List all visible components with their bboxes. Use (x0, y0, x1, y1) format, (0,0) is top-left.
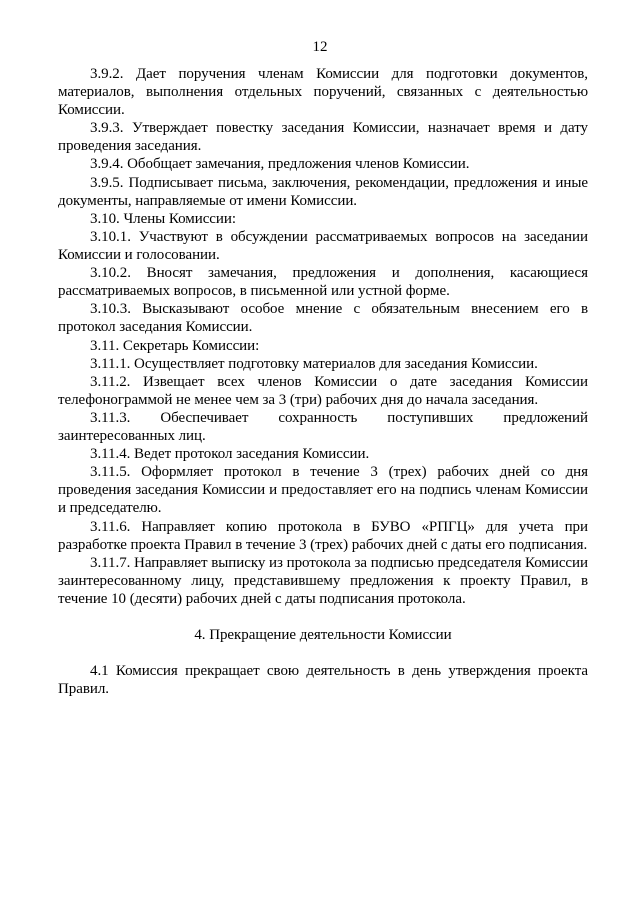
paragraph-3-10-2: 3.10.2. Вносят замечания, предложения и дополнения, касающиеся рассматриваемых вопросов, в письменной или устной форме. (58, 265, 588, 300)
paragraph-3-9-2: 3.9.2. Дает поручения членам Комиссии для подготовки документов, материалов, выполнения отдельных поручений, связанных с деятельностью Комиссии. (58, 66, 588, 118)
section-heading: 4. Прекращение деятельности Комиссии (194, 626, 452, 643)
paragraph-3-9-4: 3.9.4. Обобщает замечания, предложения членов Комиссии. (90, 156, 470, 173)
page-number: 12 (312, 39, 328, 55)
paragraph-3-11-1: 3.11.1. Осуществляет подготовку материалов для заседания Комиссии. (90, 355, 538, 372)
paragraph-3-10-1: 3.10.1. Участвуют в обсуждении рассматриваемых вопросов на заседании Комиссии и голосовании. (58, 228, 588, 263)
paragraph-3-11-4: 3.11.4. Ведет протокол заседания Комиссии. (90, 446, 370, 463)
paragraph-3-11-5: 3.11.5. Оформляет протокол в течение 3 (трех) рабочих дней со дня проведения заседания Комиссии и предоставляет его на подпись членам Комиссии и председателю. (58, 464, 588, 517)
paragraph-3-10-3: 3.10.3. Высказывают особое мнение с обязательным внесением его в протокол заседания Комиссии. (58, 301, 588, 336)
paragraph-3-11-6: 3.11.6. Направляет копию протокола в БУВО «РПГЦ» для учета при разработке проекта Правил в течение 3 (трех) рабочих дней с даты его подписания. (58, 518, 588, 553)
document-body (58, 65, 588, 698)
paragraph-3-9-5: 3.9.5. Подписывает письма, заключения, рекомендации, предложения и иные документы, направляемые от имени Комиссии. (58, 174, 588, 209)
paragraph-3-9-3: 3.9.3. Утверждает повестку заседания Комиссии, назначает время и дату проведения заседания. (58, 120, 588, 155)
paragraph-4-1: 4.1 Комиссия прекращает свою деятельность в день утверждения проекта Правил. (58, 662, 588, 697)
paragraph-3-11: 3.11. Секретарь Комиссии: (90, 337, 260, 354)
paragraph-3-11-7: 3.11.7. Направляет выписку из протокола за подписью председателя Комиссии заинтересованному лицу, представившему предложения к проекту Правил, в течение 10 (десяти) рабочих дней с даты подписания протокола. (58, 554, 588, 607)
paragraph-3-11-3: 3.11.3. Обеспечивает сохранность поступивших предложений заинтересованных лиц. (58, 410, 588, 445)
paragraph-3-11-2: 3.11.2. Извещает всех членов Комиссии о дате заседания Комиссии телефонограммой не менее чем за 3 (три) рабочих дня до начала заседания. (58, 373, 588, 408)
paragraph-3-10: 3.10. Члены Комиссии: (90, 210, 236, 227)
